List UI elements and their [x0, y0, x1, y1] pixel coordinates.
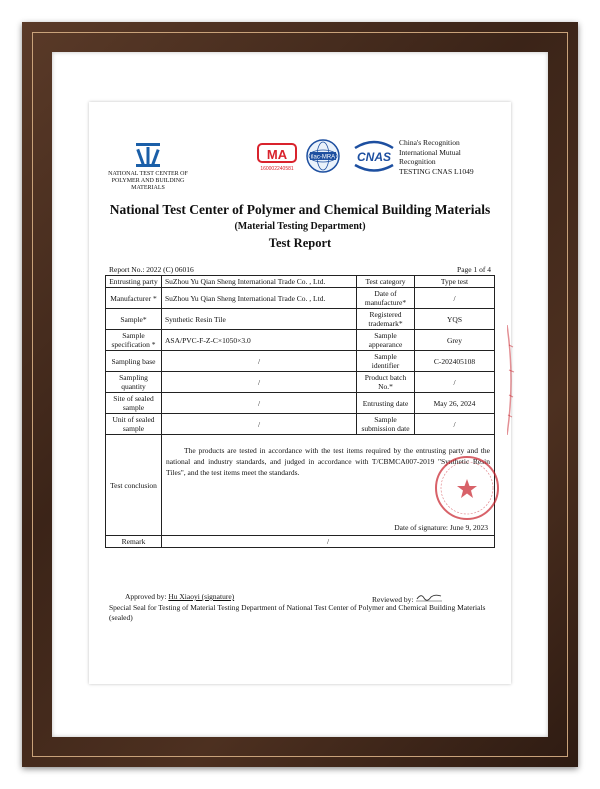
cell-label: Sample*	[106, 309, 162, 330]
seal-note: Special Seal for Testing of Material Testing Department of National Test Center of Polymer and Chemical Building Materials (sealed)	[109, 603, 486, 622]
approved-by	[125, 592, 234, 601]
certificate-document	[89, 102, 511, 684]
table-row	[106, 372, 495, 393]
cell-label: Date of manufacture*	[357, 288, 415, 309]
cell-label: Unit of sealed sample	[106, 414, 162, 435]
cnas-label: CNAS	[356, 150, 392, 164]
table-row	[106, 414, 495, 435]
reviewer-signature-icon	[415, 592, 443, 602]
cell-label: Sampling base	[106, 351, 162, 372]
cell-label: Entrusting date	[357, 393, 415, 414]
test-conclusion-cell	[162, 435, 495, 536]
table-row	[106, 435, 495, 536]
sample-spec-value: ASA/PVC-F-Z-C×1050×3.0	[162, 330, 357, 351]
cell-label: Sample submission date	[357, 414, 415, 435]
cell-label: Sample specification *	[106, 330, 162, 351]
cell-label: Registered trademark*	[357, 309, 415, 330]
product-batch-value: /	[415, 372, 495, 393]
svg-text:MA: MA	[266, 147, 288, 162]
report-title: Test Report	[268, 236, 332, 250]
approved-label: Approved by:	[125, 592, 167, 601]
main-title: National Test Center of Polymer and Chemical Building Materials	[109, 202, 491, 217]
cnas-line: China's Recognition	[399, 138, 460, 147]
sampling-quantity-value: /	[162, 372, 357, 393]
table-row	[106, 276, 495, 288]
sample-identifier-value: C-202405108	[415, 351, 495, 372]
cnas-line: Recognition	[399, 157, 436, 166]
cnas-line: TESTING CNAS L1049	[399, 166, 474, 176]
manufacture-date-value: /	[415, 288, 495, 309]
cell-label: Sample identifier	[357, 351, 415, 372]
unit-sealed-value: /	[162, 414, 357, 435]
center-name: NATIONAL TEST CENTER OF POLYMER AND BUILDING MATERIALS	[108, 171, 188, 191]
official-seal-icon	[432, 453, 502, 523]
cell-label: Entrusting party	[106, 276, 162, 288]
signature-date: Date of signature: June 9, 2023	[394, 523, 488, 532]
manufacturer-value: SuZhou Yu Qian Sheng International Trade Co. , Ltd.	[162, 288, 357, 309]
table-row	[106, 309, 495, 330]
page-indicator: Page 1 of 4	[457, 265, 491, 274]
svg-text:ilac-MRA: ilac-MRA	[310, 154, 336, 161]
sampling-base-value: /	[162, 351, 357, 372]
approved-signature: Hu Xiaoyi (signature)	[168, 592, 235, 601]
cell-label: Site of sealed sample	[106, 393, 162, 414]
cnas-line: International Mutual	[399, 147, 461, 157]
cell-label: Product batch No.*	[357, 372, 415, 393]
table-row	[106, 330, 495, 351]
department-title: (Material Testing Department)	[234, 221, 366, 232]
cell-label: Test conclusion	[106, 435, 162, 536]
cell-label: Sampling quantity	[106, 372, 162, 393]
table-row	[106, 288, 495, 309]
cma-mark-icon	[258, 144, 296, 172]
reviewed-label: Reviewed by:	[372, 595, 414, 604]
cnas-mark-icon	[355, 142, 393, 171]
submission-date-value: /	[415, 414, 495, 435]
entrusting-party-value: SuZhou Yu Qian Sheng International Trade Co. , Ltd.	[162, 276, 357, 288]
cell-label: Sample appearance	[357, 330, 415, 351]
cnas-recognition-text	[399, 138, 509, 176]
accreditation-badges	[257, 138, 397, 174]
test-report-table	[105, 275, 495, 548]
test-conclusion-text: The products are tested in accordance with the test items required by the entrusting party and the national and industry standards, and judged in accordance with T/CBMCA007-2019 "Synthetic Resin Tiles", and the test items meet the standards.	[166, 446, 490, 477]
cell-label: Test category	[357, 276, 415, 288]
test-center-emblem-icon	[134, 142, 162, 168]
cell-label: Remark	[106, 536, 162, 548]
cell-label: Manufacturer *	[106, 288, 162, 309]
edge-seal-fragment-icon	[507, 325, 517, 435]
trademark-value: YQS	[415, 309, 495, 330]
center-logo	[103, 142, 193, 192]
sample-value: Synthetic Resin Tile	[162, 309, 357, 330]
sample-appearance-value: Grey	[415, 330, 495, 351]
remark-value: /	[162, 536, 495, 548]
site-sealed-value: /	[162, 393, 357, 414]
cma-code: 160002240581	[260, 166, 294, 172]
test-category-value: Type test	[415, 276, 495, 288]
entrusting-date-value: May 26, 2024	[415, 393, 495, 414]
ilac-mra-mark-icon	[307, 140, 339, 172]
table-row	[106, 351, 495, 372]
table-row	[106, 536, 495, 548]
table-row	[106, 393, 495, 414]
report-number: Report No.: 2022 (C) 06016	[109, 265, 194, 274]
